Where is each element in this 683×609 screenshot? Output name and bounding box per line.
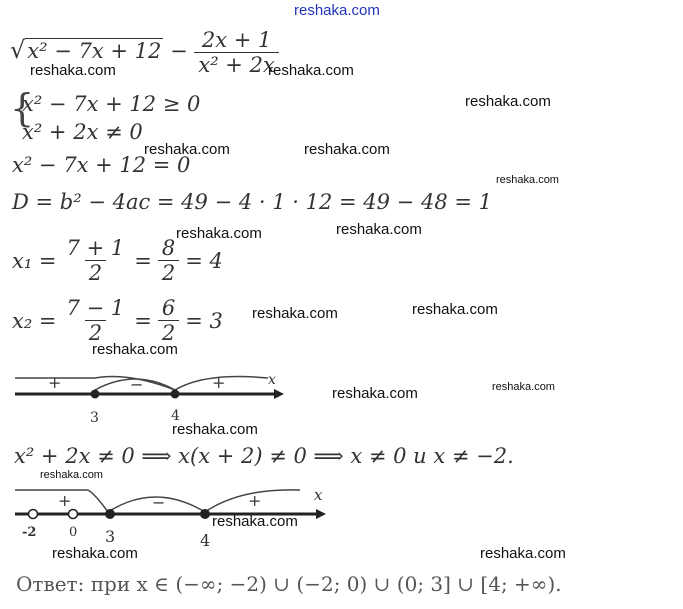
label-4: 4 — [171, 408, 180, 424]
sign-2: − — [152, 493, 166, 512]
x2-result: = 3 — [185, 308, 223, 333]
x1-result: = 4 — [185, 248, 223, 273]
watermark: reshaka.com — [304, 141, 390, 158]
point-4 — [200, 509, 210, 519]
watermark: reshaka.com — [176, 225, 262, 242]
root-x2 — [12, 296, 223, 345]
open-point-minus-2 — [29, 510, 38, 519]
point-3 — [105, 509, 115, 519]
axis-arrow-icon — [274, 389, 284, 399]
interval-arc-1 — [15, 377, 175, 391]
fraction-denominator: x² + 2x — [194, 52, 278, 77]
watermark: reshaka.com — [336, 221, 422, 238]
x1-eq: = — [134, 248, 152, 273]
condition-line: x² + 2x ≠ 0 ⟹ x(x + 2) ≠ 0 ⟹ x ≠ 0 и x ≠ −2. — [14, 444, 514, 468]
x2-num1: 7 − 1 — [66, 296, 125, 320]
x2-fraction-2 — [158, 296, 179, 345]
x2-eq: = — [134, 308, 152, 333]
x2-lhs: x₂ = — [12, 308, 57, 333]
watermark: reshaka.com — [30, 62, 116, 79]
watermark-top: reshaka.com — [294, 2, 380, 19]
watermark: reshaka.com — [144, 141, 230, 158]
point-3 — [91, 390, 100, 399]
point-4 — [171, 390, 180, 399]
axis-var: x — [268, 372, 276, 388]
sqrt-sign: √ — [10, 36, 26, 64]
watermark: reshaka.com — [40, 469, 103, 481]
sqrt-radicand: x² − 7x + 12 — [27, 39, 162, 63]
sign-3: + — [212, 373, 226, 392]
sign-1: + — [48, 373, 62, 392]
watermark: reshaka.com — [465, 93, 551, 110]
label-0: 0 — [69, 525, 78, 540]
watermark: reshaka.com — [480, 545, 566, 562]
x2-fraction-1 — [63, 296, 129, 345]
x1-num1: 7 + 1 — [66, 236, 125, 260]
root-x1 — [12, 236, 223, 285]
label-4: 4 — [200, 531, 211, 550]
discriminant: D = b² − 4ac = 49 − 4 · 1 · 12 = 49 − 48 = 1 — [12, 190, 492, 214]
system-line-2: x² + 2x ≠ 0 — [22, 120, 143, 144]
watermark: reshaka.com — [212, 513, 298, 530]
label-3: 3 — [90, 410, 99, 426]
watermark: reshaka.com — [332, 385, 418, 402]
axis-arrow-icon — [316, 509, 326, 519]
answer-line: Ответ: при x ∈ (−∞; −2) ∪ (−2; 0) ∪ (0; 3] ∪ [4; +∞). — [16, 572, 562, 596]
system-line-1: x² − 7x + 12 ≥ 0 — [22, 92, 201, 116]
sign-3: + — [248, 491, 262, 510]
watermark: reshaka.com — [172, 421, 258, 438]
fraction — [194, 28, 278, 77]
x1-den2: 2 — [158, 260, 179, 285]
watermark: reshaka.com — [52, 545, 138, 562]
watermark: reshaka.com — [412, 301, 498, 318]
x1-num2: 8 — [161, 236, 176, 260]
quadratic-equation: x² − 7x + 12 = 0 — [12, 153, 191, 177]
watermark: reshaka.com — [252, 305, 338, 322]
sign-1: + — [58, 491, 72, 510]
x1-den1: 2 — [85, 260, 106, 285]
x1-fraction-1 — [63, 236, 129, 285]
watermark: reshaka.com — [268, 62, 354, 79]
x2-den1: 2 — [85, 320, 106, 345]
axis-var: x — [314, 486, 323, 504]
x1-lhs: x₁ = — [12, 248, 57, 273]
system-brace: { — [10, 86, 35, 130]
watermark: reshaka.com — [496, 174, 559, 186]
fraction-numerator: 2x + 1 — [201, 28, 272, 52]
label-minus-2: -2 — [22, 525, 37, 540]
minus-sign: − — [170, 39, 188, 63]
x1-fraction-2 — [158, 236, 179, 285]
x2-den2: 2 — [158, 320, 179, 345]
open-point-0 — [69, 510, 78, 519]
label-3: 3 — [105, 527, 116, 546]
x2-num2: 6 — [161, 296, 176, 320]
watermark: reshaka.com — [492, 381, 555, 393]
sign-2: − — [130, 375, 144, 394]
watermark: reshaka.com — [92, 341, 178, 358]
